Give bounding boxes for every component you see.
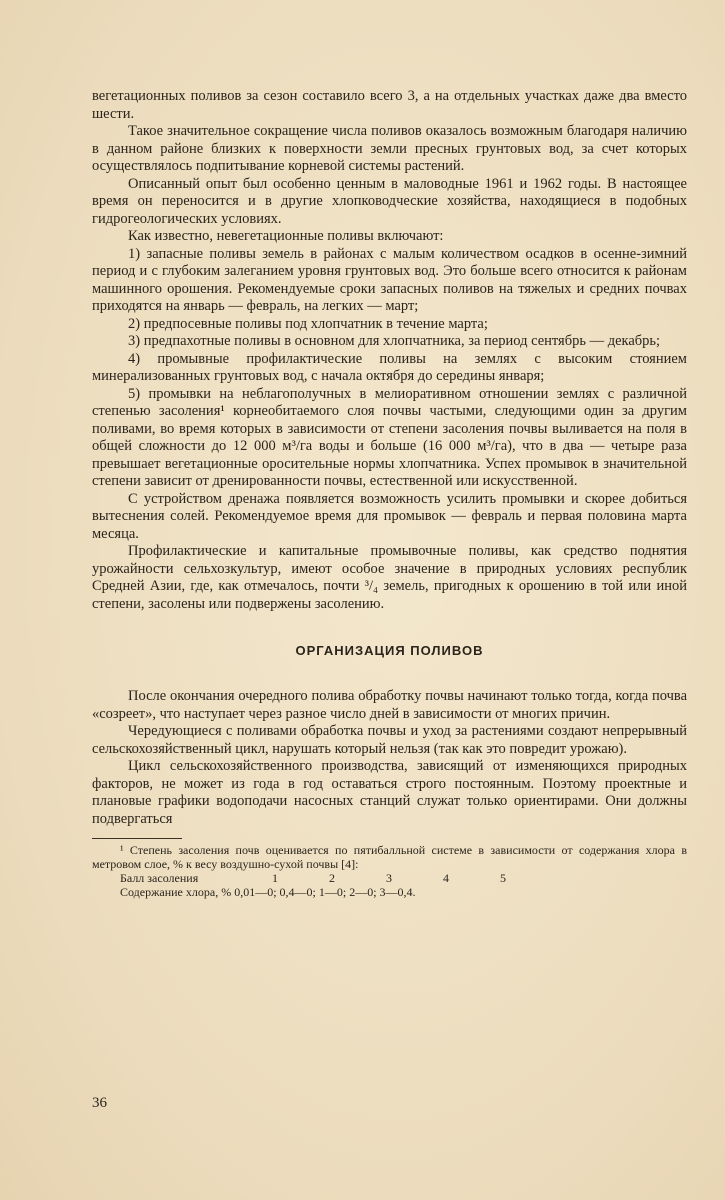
score-value: 4 (443, 871, 449, 885)
paragraph: Чередующиеся с поливами обработка почвы и уход за растениями создают непрерывный сельскохозяйственный цикл, нарушать который нельзя (так как это повредит урожаю). (92, 723, 687, 757)
paragraph: 1) запасные поливы земель в районах с малым количеством осадков в осенне-зимний период и с глубоким залеганием уровня грунтовых вод. Это больше всего относится к районам машинного орошения. Рекомендуемые сроки запасных поливов на тяжелых и средних почвах приходятся на январь — февраль, на легких — март; (92, 245, 687, 314)
footnote-score-row (92, 871, 687, 885)
paragraph: вегетационных поливов за сезон составило всего 3, а на отдельных участках даже два вместо шести. (92, 88, 687, 122)
paragraph: 5) промывки на неблагополучных в мелиоративном отношении землях с различной степенью засоления¹ корнеобитаемого слоя почвы частыми, следующими один за другим поливами, во время которых в зависимости от степени засоления почвы выливается на поля в общей сложности до 12 000 м³/га воды и больше (16 000 м³/га), что в два — четыре раза превышает вегетационные оросительные нормы хлопчатника. Успех промывок в значительной степени зависит от дренированности почвы, естественной или искусственной. (92, 385, 687, 489)
score-value: 3 (386, 871, 392, 885)
footnote-score-label: Балл засоления (120, 871, 199, 885)
page-number: 36 (92, 1095, 107, 1111)
footnote-score-values (272, 871, 557, 885)
paragraph: Как известно, невегетационные поливы включают: (128, 228, 444, 244)
score-value: 2 (329, 871, 335, 885)
paragraph: Описанный опыт был особенно ценным в маловодные 1961 и 1962 годы. В настоящее время он переносится и в другие хлопководческие хозяйства, находящиеся в подобных гидрогеологических условиях. (92, 175, 687, 227)
paragraph: 2) предпосевные поливы под хлопчатник в течение марта; (128, 315, 488, 332)
section-heading: ОРГАНИЗАЦИЯ ПОЛИВОВ (295, 643, 484, 658)
paragraph: Профилактические и капитальные промывочные поливы, как средство поднятия урожайности сельхозкультур, имеют особое значение в природных условиях республик Средней Азии, где, как отмечалось, почти ³/₄ земель, пригодных к орошению в той или иной степени, засолены или подвержены засолению. (92, 543, 687, 612)
main-text (92, 88, 687, 613)
footnote-rule (92, 838, 182, 839)
paragraph: Цикл сельскохозяйственного производства, зависящий от изменяющихся природных факторов, не может из года в год оставаться строго постоянным. Поэтому проектные и плановые графики водоподачи насосных станций служат только ориентирами. Они должны подвергаться (92, 758, 687, 827)
footnote (92, 843, 687, 899)
paragraph: 4) промывные профилактические поливы на землях с высоким стоянием минерализованных грунтовых вод, с начала октября до середины января; (92, 350, 687, 384)
score-value: 5 (500, 871, 506, 885)
paragraph: С устройством дренажа появляется возможность усилить промывки и скорее добиться вытеснения солей. Рекомендуемое время для промывок — февраль и первая половина марта месяца. (92, 490, 687, 542)
main-text-section (92, 688, 687, 828)
footnote-text: ¹ Степень засоления почв оценивается по пятибалльной системе в зависимости от содержания хлора в метровом слое, % к весу воздушно-сухой почвы [4]: (92, 843, 687, 871)
paragraph: После окончания очередного полива обработку почвы начинают только тогда, когда почва «созреет», что наступает через разное число дней в зависимости от многих причин. (92, 688, 687, 722)
score-value: 1 (272, 871, 278, 885)
footnote-chlorine-text: Содержание хлора, % 0,01—0; 0,4—0; 1—0; 2—0; 3—0,4. (120, 885, 416, 899)
paragraph: Такое значительное сокращение числа поливов оказалось возможным благодаря наличию в данном районе близких к поверхности земли пресных грунтовых вод, за счет которых осуществлялось подпитывание корневой системы растений. (92, 123, 687, 174)
paragraph: 3) предпахотные поливы в основном для хлопчатника, за период сентябрь — декабрь; (128, 333, 661, 349)
footnote-chlorine-row (92, 885, 687, 899)
